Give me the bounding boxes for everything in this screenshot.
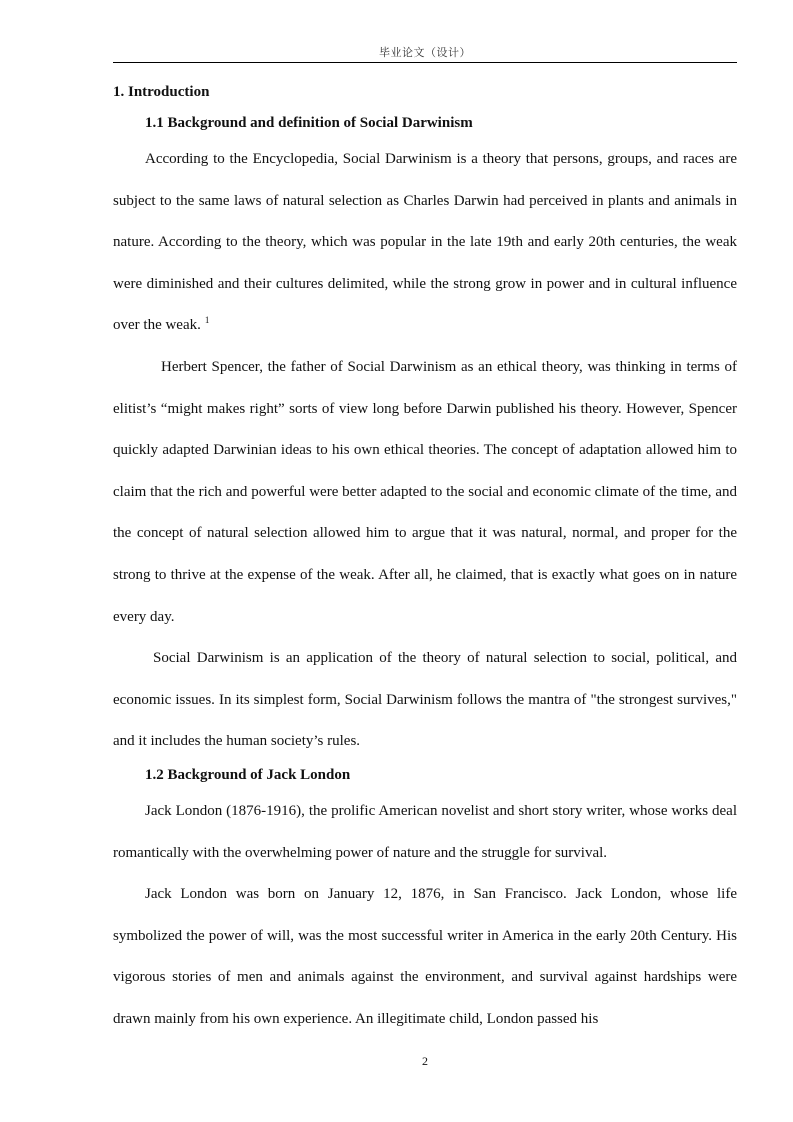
page-body xyxy=(113,80,737,1040)
footnote-marker: 1 xyxy=(204,315,210,326)
paragraph-jack-london-intro: Jack London (1876-1916), the prolific American novelist and short story writer, whose works deal romantically with the overwhelming power of nature and the struggle for survival. xyxy=(113,802,737,861)
running-header: 毕业论文（设计） xyxy=(379,46,471,59)
paragraph-jack-london-biography: Jack London was born on January 12, 1876, in San Francisco. Jack London, whose life symbolized the power of will, was the most successful writer in America in the early 20th Century. His vigorous stories of men and animals against the environment, and survival against hardships were drawn mainly from his own experience. An illegitimate child, London passed his xyxy=(113,886,737,1027)
section-heading-introduction: 1. Introduction xyxy=(113,84,210,100)
subsection-heading-social-darwinism: 1.1 Background and definition of Social Darwinism xyxy=(145,115,473,131)
paragraph-encyclopedia-definition xyxy=(113,139,737,347)
paragraph-text: According to the Encyclopedia, Social Darwinism is a theory that persons, groups, and races are subject to the same laws of natural selection as Charles Darwin had perceived in plants and animals in nature. According to the theory, which was popular in the late 19th and early 20th centuries, the weak were diminished and their cultures delimited, while the strong grow in power and in cultural influence over the weak. xyxy=(113,151,737,334)
page-number: 2 xyxy=(422,1054,428,1068)
header-rule xyxy=(113,62,737,63)
subsection-heading-jack-london: 1.2 Background of Jack London xyxy=(145,766,351,783)
paragraph-social-darwinism-application: Social Darwinism is an application of the theory of natural selection to social, political, and economic issues. In its simplest form, Social Darwinism follows the mantra of "the strongest survives," and it includes the human society’s rules. xyxy=(113,650,737,750)
paragraph-herbert-spencer: Herbert Spencer, the father of Social Darwinism as an ethical theory, was thinking in terms of elitist’s “might makes right” sorts of view long before Darwin published his theory. However, Spencer quickly adapted Darwinian ideas to his own ethical theories. The concept of adaptation allowed him to claim that the rich and powerful were better adapted to the social and economic climate of the time, and the concept of natural selection allowed him to argue that it was natural, normal, and proper for the strong to thrive at the expense of the weak. After all, he claimed, that is exactly what goes on in nature every day. xyxy=(113,358,737,625)
